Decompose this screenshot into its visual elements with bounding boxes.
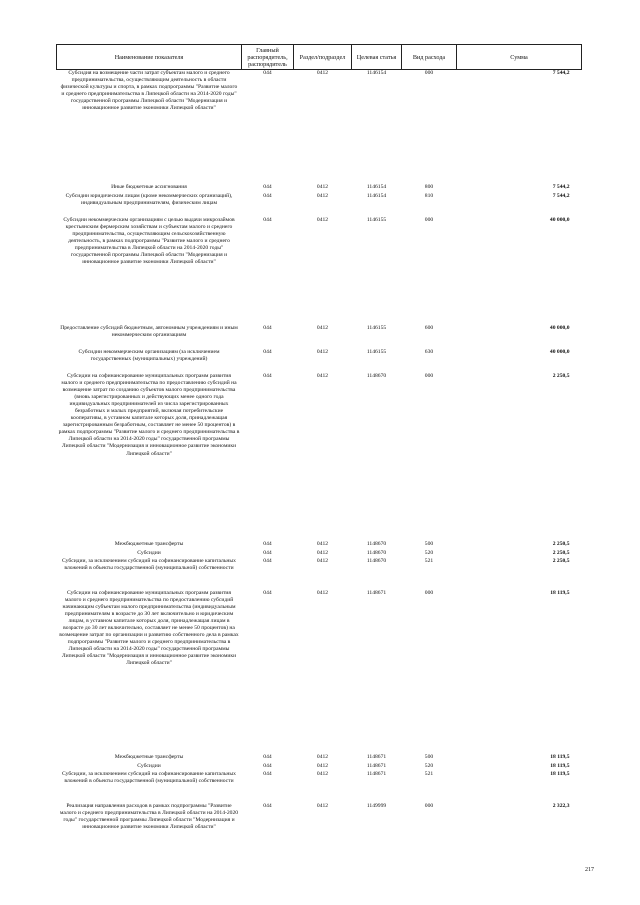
row-sum: 2 250,5 [552,540,570,547]
row-target-article: 1146155 [366,324,387,331]
row-target-article: 1148671 [366,589,387,596]
document-page [56,44,581,853]
header-target-article: Целевая статья [352,45,402,70]
row-name: Реализация направления расходов в рамках подпрограммы "Развитие малого и среднего предпринимательства в Липецкой области на 2014-2020 годы" государственной программы Липецкой области "Модернизация и инновационное развитие экономики Липецкой области" [59,802,239,830]
row-target-article: 1148671 [366,762,387,769]
row-sum: 40 000,0 [549,324,570,331]
table-row [57,771,582,803]
table-row [57,193,582,217]
row-expense-type: 520 [424,762,434,769]
row-grbs: 044 [263,753,272,760]
header-name: Наименование показателя [57,45,242,70]
row-expense-type: 500 [424,540,434,547]
header-grbs: Главный распорядитель, распорядитель [242,45,294,70]
row-name: Субсидии на софинансирование муниципальных программ развития малого и среднего предпринимательства по предоставлению субсидий на возмещение затрат по созданию субъектов малого предпринимательства (вновь зарегистрированных и действующих менее одного года индивидуальных предпринимателей из числа зарегистрированных безработных и малых предприятий, включая потребительские кооперативы, в уставном капитале которых доля, принадлежащая зарегистрированным безработным, составляет не менее 50 процентов) в рамках подпрограммы "Развитие малого и среднего предпринимательства в Липецкой области на 2014-2020 годы" государственной программы Липецкой области "Модернизация и инновационное развитие экономики Липецкой области" [58,372,240,457]
row-grbs: 044 [263,770,272,777]
row-grbs: 044 [263,183,272,190]
row-razdel: 0412 [316,589,329,596]
table-body [57,70,582,853]
row-target-article: 1146155 [366,348,387,355]
row-name: Субсидии некоммерческим организациям с целью выдачи микрозаймов крестьянским фермерским хозяйствам и субъектам малого и среднего предпринимательства, осуществляющим сельскохозяйственную деятельность, в рамках подпрограммы "Развитие малого и среднего предпринимательства в Липецкой области на 2014-2020 годы" государственной программы Липецкой области "Модернизация и инновационное развитие экономики Липецкой области" [63,216,235,266]
row-name: Субсидия на возмещение части затрат субъектам малого и среднего предпринимательства, осуществляющим деятельность в области физической культуры и спорта, в рамках подпрограммы "Развитие малого и среднего предпринимательства в Липецкой области на 2014-2020 годы" государственной программы Липецкой области "Модернизация и инновационное развитие экономики Липецкой области" [60,70,238,112]
row-name: Субсидии юридическим лицам (кроме некоммерческих организаций), индивидуальным предпринимателям, физическим лицам [65,192,233,206]
row-name: Субсидии, за исключением субсидий на софинансирование капитальных вложений в объекты государственной (муниципальной) собственности [62,770,236,784]
row-sum: 2 250,5 [552,549,570,556]
row-grbs: 044 [263,762,272,769]
table-header-row [57,45,582,70]
table-row [57,754,582,763]
row-expense-type: 600 [424,324,434,331]
row-grbs: 044 [263,348,272,355]
row-name: Иные бюджетные ассигнования [111,183,187,190]
row-razdel: 0412 [316,70,329,76]
row-name: Субсидии некоммерческим организациям (за исключением государственных (муниципальных) учреждений) [78,348,220,362]
row-sum: 2 250,5 [552,557,570,564]
row-expense-type: 800 [424,183,434,190]
row-expense-type: 630 [424,348,434,355]
row-expense-type: 520 [424,549,434,556]
row-expense-type: 000 [424,589,434,596]
row-expense-type: 000 [424,70,434,76]
row-expense-type: 000 [424,802,434,809]
row-razdel: 0412 [316,348,329,355]
row-razdel: 0412 [316,762,329,769]
row-name: Межбюджетные трансферты [114,753,184,760]
table-row [57,349,582,373]
row-razdel: 0412 [316,192,329,199]
row-grbs: 044 [263,589,272,596]
header-expense-type: Вид расхода [402,45,457,70]
row-sum: 40 000,0 [549,348,570,355]
row-grbs: 044 [263,372,272,379]
table-row [57,558,582,590]
row-grbs: 044 [263,192,272,199]
row-grbs: 044 [263,324,272,331]
row-name: Субсидии [137,762,161,769]
row-expense-type: 521 [424,770,434,777]
table-row [57,217,582,325]
row-name: Субсидии, за исключением субсидий на софинансирование капитальных вложений в объекты государственной (муниципальной) собственности [62,557,236,571]
row-target-article: 1149999 [366,802,387,809]
row-target-article: 1146154 [366,70,387,76]
row-grbs: 044 [263,216,272,223]
row-razdel: 0412 [316,540,329,547]
row-target-article: 1148670 [366,549,387,556]
row-expense-type: 500 [424,753,434,760]
row-grbs: 044 [263,802,272,809]
row-sum: 7 544,2 [552,183,570,190]
row-name: Субсидии на софинансирование муниципальных программ развития малого и среднего предпринимательства по предоставлению субсидий начинающим субъектам малого предпринимательства (индивидуальным предпринимателям в возрасте до 30 лет включительно и юридическим лицам, в уставном капитале которых доля, принадлежащая лицам в возрасте до 30 лет включительно, составляет не менее 50 процентов) на возмещение затрат по организации и развитию собственного дела в рамках подпрограммы "Развитие малого и среднего предпринимательства в Липецкой области на 2014-2020 годы" государственной программы Липецкой области "Модернизация и инновационное развитие экономики Липецкой области" [59,589,239,667]
row-grbs: 044 [263,557,272,564]
row-name: Межбюджетные трансферты [114,540,184,547]
row-expense-type: 521 [424,557,434,564]
row-expense-type: 000 [424,372,434,379]
table-row [57,325,582,349]
header-razdel: Раздел/подраздел [294,45,352,70]
row-sum: 18 119,5 [550,753,570,760]
row-sum: 40 000,0 [549,216,570,223]
row-sum: 7 544,2 [552,70,570,76]
table-row [57,373,582,541]
row-grbs: 044 [263,549,272,556]
row-sum: 18 119,5 [550,589,570,596]
table-row [57,550,582,558]
table-row [57,184,582,193]
row-sum: 2 322,3 [552,802,570,809]
row-razdel: 0412 [316,324,329,331]
row-sum: 7 544,2 [552,192,570,199]
row-razdel: 0412 [316,753,329,760]
row-target-article: 1148670 [366,372,387,379]
row-name: Субсидии [137,549,161,556]
row-target-article: 1146154 [366,192,387,199]
table-row [57,803,582,853]
page-number: 217 [585,867,594,873]
row-target-article: 1146154 [366,183,387,190]
row-razdel: 0412 [316,183,329,190]
row-target-article: 1146155 [366,216,387,223]
table-row [57,763,582,771]
row-sum: 18 119,5 [550,762,570,769]
table-row [57,541,582,550]
budget-table [56,44,582,853]
row-name: Предоставление субсидий бюджетным, автономным учреждениям и иным некоммерческим организациям [60,324,238,338]
row-razdel: 0412 [316,557,329,564]
row-razdel: 0412 [316,802,329,809]
row-target-article: 1148670 [366,540,387,547]
row-target-article: 1148671 [366,753,387,760]
row-expense-type: 000 [424,216,434,223]
row-razdel: 0412 [316,770,329,777]
row-sum: 18 119,5 [550,770,570,777]
row-grbs: 044 [263,540,272,547]
row-expense-type: 810 [424,192,434,199]
row-grbs: 044 [263,70,272,76]
row-target-article: 1148670 [366,557,387,564]
row-sum: 2 250,5 [552,372,570,379]
table-row [57,590,582,754]
row-razdel: 0412 [316,216,329,223]
row-target-article: 1148671 [366,770,387,777]
header-sum: Сумма [457,45,582,70]
row-razdel: 0412 [316,372,329,379]
table-row [57,70,582,184]
row-razdel: 0412 [316,549,329,556]
